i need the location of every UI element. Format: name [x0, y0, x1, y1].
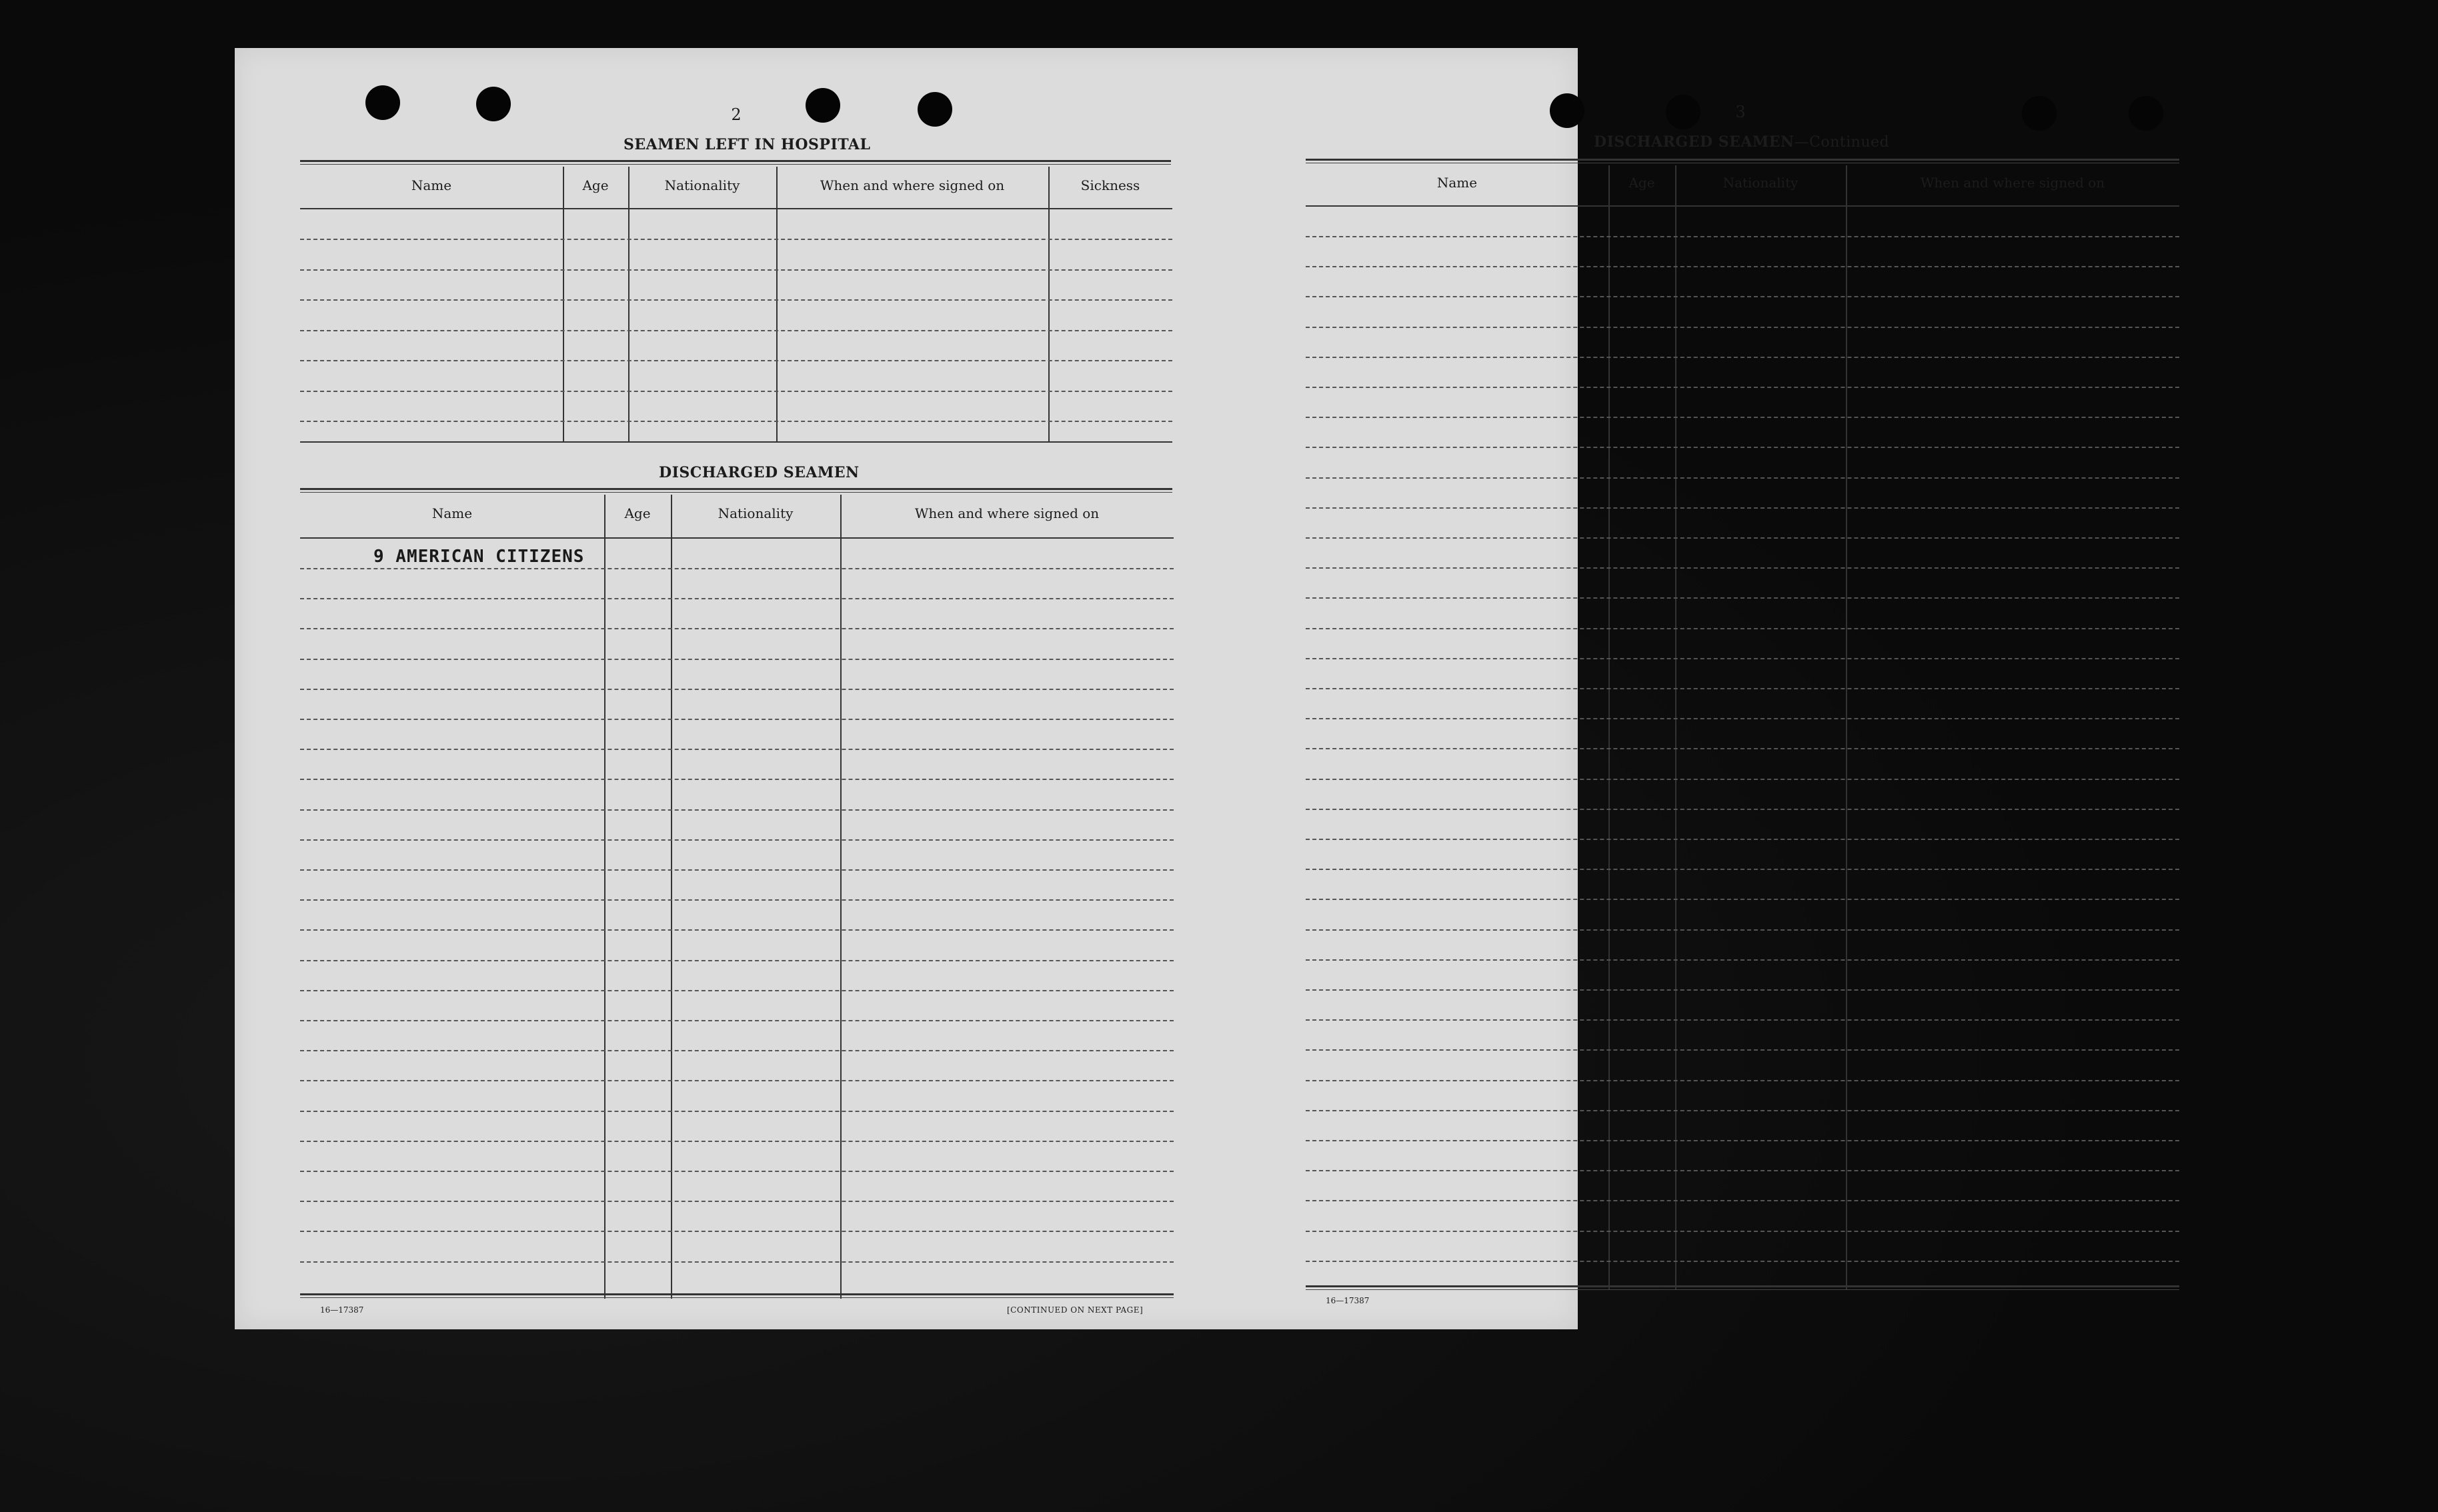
column-header-age: Age	[582, 177, 609, 193]
row-line	[300, 239, 1172, 240]
page-number-left: 2	[731, 105, 742, 124]
row-line	[300, 598, 1174, 599]
row-line	[1306, 989, 2179, 991]
row-line	[1306, 839, 2179, 840]
row-line	[1306, 357, 2179, 358]
column-divider	[840, 495, 842, 1299]
row-line	[300, 659, 1174, 660]
column-divider	[628, 167, 630, 443]
table-top-rule	[300, 488, 1172, 493]
discharged-section-title: DISCHARGED SEAMEN	[659, 464, 860, 481]
punch-hole	[2129, 96, 2163, 131]
continued-note: [CONTINUED ON NEXT PAGE]	[1007, 1305, 1144, 1315]
row-line	[1306, 869, 2179, 870]
row-line	[1306, 1231, 2179, 1232]
hospital-section-title: SEAMEN LEFT IN HOSPITAL	[624, 136, 871, 153]
row-line	[1306, 327, 2179, 328]
column-header-age: Age	[624, 505, 651, 521]
row-line	[1306, 477, 2179, 479]
column-header-sickness: Sickness	[1080, 177, 1140, 193]
row-line	[300, 869, 1174, 871]
row-line	[300, 809, 1174, 811]
column-header-signed-on: When and where signed on	[1920, 175, 2105, 191]
form-number-right: 16—17387	[1326, 1296, 1370, 1305]
row-line	[1306, 1200, 2179, 1201]
row-line	[300, 990, 1174, 991]
row-line	[1306, 1140, 2179, 1141]
column-header-name: Name	[411, 177, 452, 193]
row-line	[300, 1141, 1174, 1142]
row-line	[300, 330, 1172, 331]
header-rule	[1306, 205, 2179, 207]
table-top-rule	[300, 160, 1171, 165]
row-line	[300, 689, 1174, 690]
row-line	[1306, 597, 2179, 599]
row-line	[1306, 296, 2179, 297]
row-line	[300, 360, 1172, 361]
row-line	[1306, 447, 2179, 448]
row-line	[1306, 417, 2179, 418]
row-line	[1306, 1019, 2179, 1021]
column-divider	[1846, 165, 1847, 1289]
row-line	[300, 719, 1174, 720]
row-line	[300, 779, 1174, 780]
row-line	[300, 1261, 1174, 1263]
row-line	[1306, 688, 2179, 689]
row-line	[1306, 236, 2179, 237]
row-line	[300, 421, 1172, 422]
row-line	[1306, 929, 2179, 931]
column-header-name: Name	[1436, 175, 1478, 191]
row-line	[300, 839, 1174, 841]
row-line	[300, 960, 1174, 961]
entry-name: 9 AMERICAN CITIZENS	[373, 547, 585, 567]
punch-hole	[1666, 95, 1700, 129]
column-divider	[671, 495, 672, 1299]
column-divider	[776, 167, 778, 443]
header-rule	[300, 208, 1172, 209]
punch-hole	[918, 92, 952, 127]
header-rule	[300, 537, 1174, 539]
row-line	[300, 269, 1172, 271]
column-divider	[1675, 165, 1676, 1289]
row-line	[1306, 567, 2179, 569]
table-top-rule	[1306, 159, 2179, 163]
row-line	[300, 1111, 1174, 1112]
column-header-nationality: Nationality	[1722, 175, 1798, 191]
row-line	[1306, 266, 2179, 267]
row-line	[300, 929, 1174, 931]
column-divider	[1608, 165, 1610, 1289]
row-line	[1306, 387, 2179, 388]
column-header-signed-on: When and where signed on	[820, 177, 1005, 193]
section-title-suffix: —Continued	[1794, 134, 1890, 151]
row-line	[1306, 748, 2179, 749]
row-line	[1306, 537, 2179, 539]
row-line	[300, 1231, 1174, 1232]
punch-hole	[2022, 96, 2057, 131]
row-line	[1306, 1110, 2179, 1111]
punch-hole	[1550, 93, 1584, 128]
row-line	[1306, 1080, 2179, 1081]
row-line	[1306, 1049, 2179, 1051]
form-number-left: 16—17387	[320, 1305, 364, 1315]
document-paper	[235, 48, 2105, 1329]
row-line	[1306, 899, 2179, 900]
column-divider	[604, 495, 605, 1299]
row-line	[300, 1080, 1174, 1081]
column-divider	[563, 167, 564, 443]
column-header-signed-on: When and where signed on	[914, 505, 1100, 521]
row-line	[300, 1020, 1174, 1021]
row-line	[1306, 809, 2179, 810]
page-number-right: 3	[1735, 103, 1746, 121]
table-bottom-rule	[1306, 1285, 2179, 1290]
row-line	[300, 391, 1172, 392]
row-line	[300, 299, 1172, 301]
section-title-text: DISCHARGED SEAMEN	[1594, 133, 1794, 151]
row-line	[300, 628, 1174, 629]
column-header-age: Age	[1628, 175, 1655, 191]
table-bottom-rule	[300, 1293, 1174, 1298]
row-line	[300, 568, 1174, 569]
row-line	[1306, 779, 2179, 780]
discharged-continued-title	[1594, 133, 1889, 151]
row-line	[1306, 628, 2179, 629]
column-header-nationality: Nationality	[718, 505, 794, 521]
row-line	[1306, 718, 2179, 719]
row-line	[300, 899, 1174, 901]
row-line	[300, 1050, 1174, 1051]
row-line	[300, 749, 1174, 750]
punch-hole	[476, 87, 511, 121]
punch-hole	[806, 88, 840, 123]
column-header-name: Name	[431, 505, 473, 521]
table-bottom-rule	[300, 441, 1172, 443]
punch-hole	[365, 85, 400, 120]
row-line	[1306, 1261, 2179, 1262]
row-line	[300, 1201, 1174, 1202]
row-line	[1306, 507, 2179, 509]
row-line	[300, 1171, 1174, 1172]
column-header-nationality: Nationality	[664, 177, 740, 193]
row-line	[1306, 959, 2179, 961]
column-divider	[1048, 167, 1050, 443]
row-line	[1306, 1170, 2179, 1171]
row-line	[1306, 658, 2179, 659]
